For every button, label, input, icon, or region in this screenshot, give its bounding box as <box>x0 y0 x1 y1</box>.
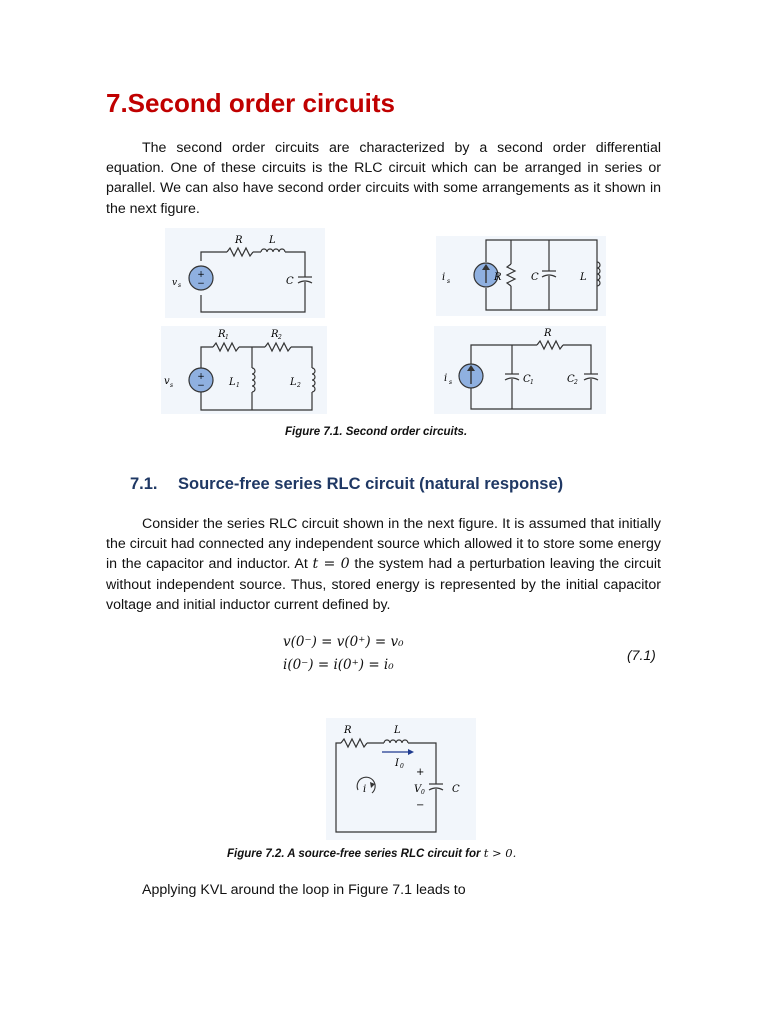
equation-line-1: v(0⁻) = v(0⁺) = v₀ <box>283 634 404 650</box>
current-label: I <box>395 758 399 769</box>
svg-text:1: 1 <box>225 334 229 341</box>
section-heading <box>130 475 563 494</box>
circuit-rc-ladder <box>434 326 606 414</box>
voltage-label: V <box>414 784 422 795</box>
l1-label: L <box>229 377 236 388</box>
figure-7-1-caption: Figure 7.1. Second order circuits. <box>285 426 468 438</box>
source-label: i <box>442 272 446 283</box>
equation-line-2: i(0⁻) = i(0⁺) = i₀ <box>283 657 394 673</box>
intro-paragraph: The second order circuits are characterized by a second order differential equation. One of these circuits is the RLC circuit which can be arranged in series or parallel. We can also have second order circuits with some arrangements as it shown in the next figure. <box>106 140 661 217</box>
r1-label: R <box>218 329 226 340</box>
inline-math: t = 0 <box>312 556 350 573</box>
l2-label: L <box>290 377 297 388</box>
c-label: C <box>452 784 460 795</box>
svg-text:−: − <box>197 381 205 391</box>
equation-number: (7.1) <box>627 647 656 663</box>
l-label: L <box>394 725 401 736</box>
section-title: Source-free series RLC circuit (natural response) <box>178 475 564 493</box>
section-number: 7.1. <box>130 475 158 493</box>
svg-text:0: 0 <box>421 789 425 796</box>
svg-text:s: s <box>170 382 174 389</box>
svg-text:s: s <box>449 379 453 386</box>
kvl-paragraph: Applying KVL around the loop in Figure 7.1 leads to <box>142 882 466 898</box>
r-label: R <box>544 328 552 339</box>
minus-sign: − <box>416 800 425 811</box>
svg-text:1: 1 <box>530 379 534 386</box>
body-paragraph: Consider the series RLC circuit shown in the next figure. It is assumed that initially the circuit had connected any independent source which allowed it to store some energy in the capacitor and inductor. At t = 0 the system had a perturbation leaving the circuit without independent source. Thus, stored energy is represented by the initial capacitor voltage and initial inductor current defined by. <box>106 516 661 613</box>
svg-text:−: − <box>197 279 205 289</box>
svg-text:2: 2 <box>278 334 282 341</box>
c-label: C <box>531 272 539 283</box>
r-label: R <box>344 725 352 736</box>
svg-text:2: 2 <box>297 382 301 389</box>
loop-current-label: i <box>363 784 367 795</box>
source-label: v <box>172 278 178 288</box>
r2-label: R <box>271 329 279 340</box>
r-label: R <box>235 235 243 246</box>
c2-label: C <box>567 374 575 385</box>
svg-text:2: 2 <box>574 379 578 386</box>
l-label: L <box>269 235 276 246</box>
page-title: 7.Second order circuits <box>106 88 395 118</box>
l-label: L <box>580 272 587 283</box>
svg-text:0: 0 <box>400 763 404 770</box>
svg-text:s: s <box>178 282 182 289</box>
svg-text:1: 1 <box>236 382 240 389</box>
svg-text:+: + <box>197 270 205 280</box>
figure-7-2-caption: Figure 7.2. A source-free series RLC circuit for t > 0. <box>227 846 517 860</box>
source-label: v <box>164 376 170 387</box>
svg-text:s: s <box>447 278 451 285</box>
svg-text:+: + <box>197 372 205 382</box>
r-label: R <box>494 272 502 283</box>
source-label: i <box>444 373 448 384</box>
circuit-rl-ladder <box>161 326 327 414</box>
circuit-parallel-rlc <box>436 236 606 316</box>
c1-label: C <box>523 374 531 385</box>
circuit-source-free-rlc <box>326 718 476 840</box>
c-label: C <box>286 276 294 287</box>
plus-sign: + <box>416 767 425 778</box>
circuit-series-rlc <box>165 228 325 318</box>
